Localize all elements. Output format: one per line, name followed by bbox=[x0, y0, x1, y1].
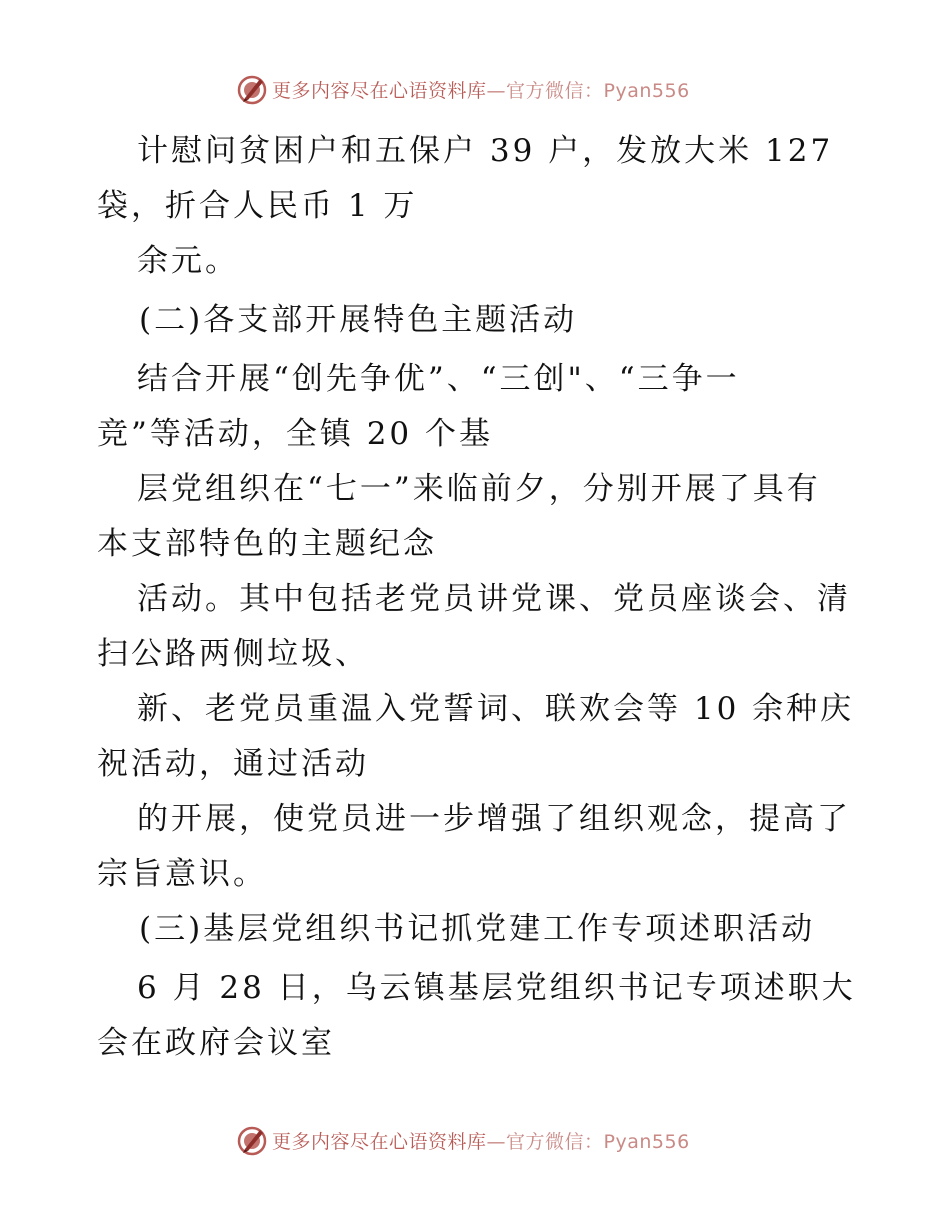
section-heading: (二)各支部开展特色主题活动 bbox=[139, 302, 578, 338]
text-line: 6 月 28 日，乌云镇基层党组织书记专项述职大 bbox=[137, 970, 856, 1006]
text-line: 余元。 bbox=[137, 243, 239, 279]
watermark-main-text: 更多内容尽在心语资料库 bbox=[272, 79, 487, 102]
text-line: 宗旨意识。 bbox=[97, 856, 267, 892]
text-line: 活动。其中包括老党员讲党课、党员座谈会、清 bbox=[137, 581, 851, 617]
section-heading: (三)基层党组织书记抓党建工作专项述职活动 bbox=[139, 911, 816, 947]
document-body bbox=[97, 122, 857, 1069]
text-line: 新、老党员重温入党誓词、联欢会等 10 余种庆 bbox=[137, 691, 855, 727]
watermark-text bbox=[272, 1127, 690, 1154]
text-line: 计慰问贫困户和五保户 39 户，发放大米 127 bbox=[137, 133, 834, 169]
watermark-header bbox=[236, 72, 690, 106]
text-line: 本支部特色的主题纪念 bbox=[97, 526, 437, 562]
text-line: 竞”等活动，全镇 20 个基 bbox=[97, 416, 494, 452]
text-line: 袋，折合人民币 1 万 bbox=[97, 188, 418, 224]
watermark-sub-text: —官方微信：Pyan556 bbox=[486, 79, 690, 102]
text-line: 结合开展“创先争优”、“三创"、“三争一 bbox=[137, 361, 740, 397]
quill-pen-seal-icon bbox=[236, 73, 268, 105]
watermark-footer bbox=[236, 1123, 690, 1157]
text-line: 扫公路两侧垃圾、 bbox=[97, 636, 369, 672]
watermark-text bbox=[272, 76, 690, 103]
text-line: 层党组织在“七一”来临前夕，分别开展了具有 bbox=[137, 471, 821, 507]
watermark-sub-text: —官方微信：Pyan556 bbox=[486, 1130, 690, 1153]
watermark-main-text: 更多内容尽在心语资料库 bbox=[272, 1130, 487, 1153]
text-line: 会在政府会议室 bbox=[97, 1025, 335, 1061]
text-line: 的开展，使党员进一步增强了组织观念，提高了 bbox=[137, 801, 851, 837]
quill-pen-seal-icon bbox=[236, 1124, 268, 1156]
text-line: 祝活动，通过活动 bbox=[97, 746, 369, 782]
